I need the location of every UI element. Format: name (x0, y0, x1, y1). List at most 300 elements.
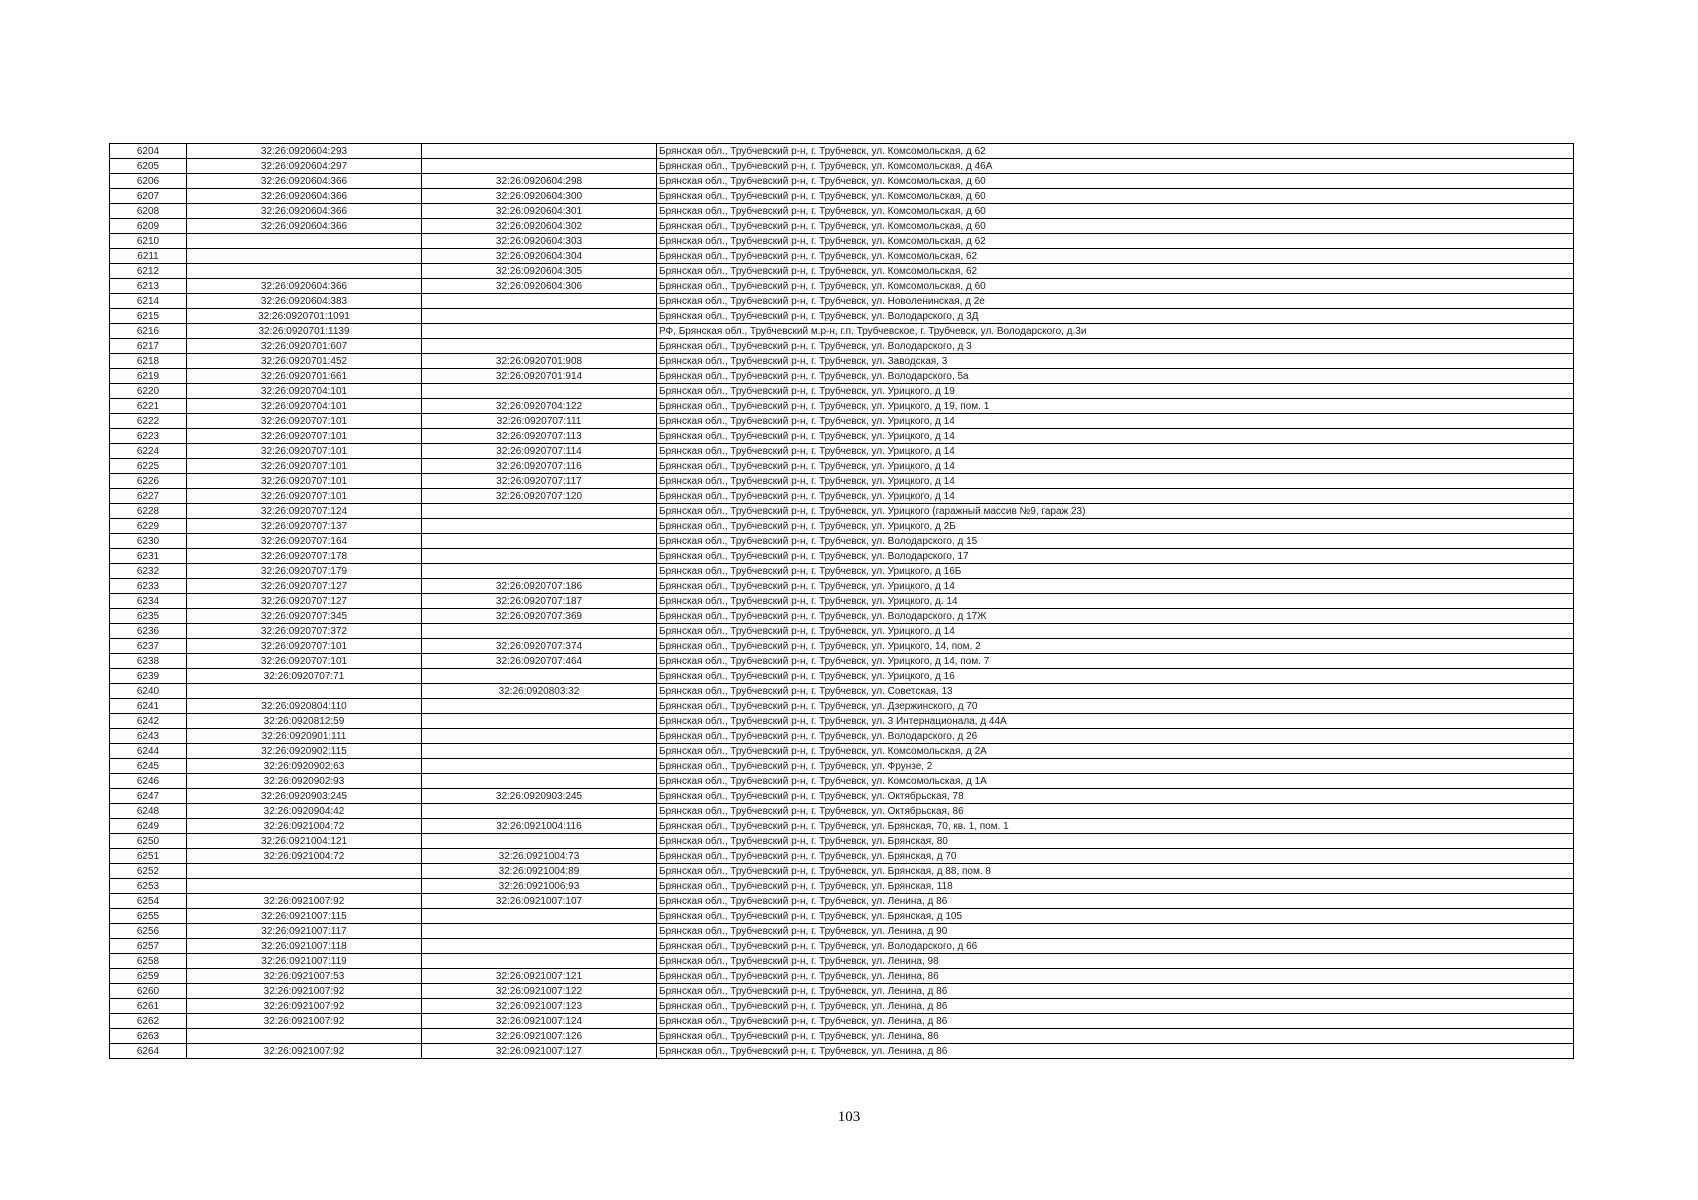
related-cadastral-number-cell (422, 774, 657, 789)
cadastral-number-cell: 32:26:0920707:372 (187, 624, 422, 639)
cadastral-number-cell: 32:26:0920707:127 (187, 594, 422, 609)
cadastral-number-cell: 32:26:0921007:118 (187, 939, 422, 954)
cadastral-number-cell: 32:26:0920804:110 (187, 699, 422, 714)
cadastral-number-cell: 32:26:0921007:92 (187, 1014, 422, 1029)
cadastral-number-cell: 32:26:0920604:366 (187, 174, 422, 189)
row-number-cell: 6261 (110, 999, 187, 1014)
row-number-cell: 6227 (110, 489, 187, 504)
table-row (110, 909, 1574, 924)
row-number-cell: 6264 (110, 1044, 187, 1059)
row-number-cell: 6225 (110, 459, 187, 474)
related-cadastral-number-cell (422, 339, 657, 354)
row-number-cell: 6213 (110, 279, 187, 294)
related-cadastral-number-cell: 32:26:0920707:369 (422, 609, 657, 624)
cadastral-number-cell: 32:26:0921007:92 (187, 984, 422, 999)
cadastral-number-cell: 32:26:0920707:101 (187, 444, 422, 459)
table-row (110, 219, 1574, 234)
cadastral-number-cell: 32:26:0920707:164 (187, 534, 422, 549)
row-number-cell: 6262 (110, 1014, 187, 1029)
cadastral-number-cell (187, 234, 422, 249)
table-row (110, 699, 1574, 714)
cadastral-number-cell: 32:26:0920707:101 (187, 429, 422, 444)
row-number-cell: 6212 (110, 264, 187, 279)
cadastral-number-cell (187, 249, 422, 264)
row-number-cell: 6251 (110, 849, 187, 864)
address-cell: Брянская обл., Трубчевский р-н, г. Трубчевск, ул. Урицкого, д 16Б (657, 564, 1574, 579)
cadastral-number-cell: 32:26:0920707:345 (187, 609, 422, 624)
address-cell: Брянская обл., Трубчевский р-н, г. Трубчевск, ул. Володарского, 5а (657, 369, 1574, 384)
table-row (110, 759, 1574, 774)
table-row (110, 309, 1574, 324)
table-row (110, 459, 1574, 474)
related-cadastral-number-cell: 32:26:0920704:122 (422, 399, 657, 414)
related-cadastral-number-cell: 32:26:0921004:116 (422, 819, 657, 834)
table-row (110, 864, 1574, 879)
row-number-cell: 6248 (110, 804, 187, 819)
row-number-cell: 6253 (110, 879, 187, 894)
address-cell: Брянская обл., Трубчевский р-н, г. Трубчевск, ул. Урицкого (гаражный массив №9, гараж 23) (657, 504, 1574, 519)
table-row (110, 159, 1574, 174)
related-cadastral-number-cell: 32:26:0920604:304 (422, 249, 657, 264)
cadastral-number-cell: 32:26:0921004:72 (187, 849, 422, 864)
cadastral-number-cell: 32:26:0920707:124 (187, 504, 422, 519)
row-number-cell: 6243 (110, 729, 187, 744)
address-cell: Брянская обл., Трубчевский р-н, г. Трубчевск, ул. Комсомольская, д 2А (657, 744, 1574, 759)
row-number-cell: 6233 (110, 579, 187, 594)
address-cell: Брянская обл., Трубчевский р-н, г. Трубчевск, ул. Урицкого, д 14 (657, 489, 1574, 504)
property-registry-table (109, 143, 1574, 1059)
related-cadastral-number-cell (422, 714, 657, 729)
address-cell: Брянская обл., Трубчевский р-н, г. Трубчевск, ул. Урицкого, д 16 (657, 669, 1574, 684)
cadastral-number-cell: 32:26:0920704:101 (187, 399, 422, 414)
related-cadastral-number-cell (422, 624, 657, 639)
row-number-cell: 6260 (110, 984, 187, 999)
table-row (110, 489, 1574, 504)
address-cell: Брянская обл., Трубчевский р-н, г. Трубчевск, ул. Ленина, 86 (657, 1029, 1574, 1044)
cadastral-number-cell: 32:26:0920707:178 (187, 549, 422, 564)
address-cell: Брянская обл., Трубчевский р-н, г. Трубчевск, ул. Комсомольская, д 62 (657, 144, 1574, 159)
cadastral-number-cell: 32:26:0920604:383 (187, 294, 422, 309)
table-row (110, 399, 1574, 414)
table-row (110, 789, 1574, 804)
address-cell: Брянская обл., Трубчевский р-н, г. Трубчевск, ул. Комсомольская, д 46А (657, 159, 1574, 174)
address-cell: Брянская обл., Трубчевский р-н, г. Трубчевск, ул. Урицкого, д 2Б (657, 519, 1574, 534)
related-cadastral-number-cell: 32:26:0921007:123 (422, 999, 657, 1014)
row-number-cell: 6230 (110, 534, 187, 549)
row-number-cell: 6229 (110, 519, 187, 534)
cadastral-number-cell: 32:26:0921007:53 (187, 969, 422, 984)
address-cell: Брянская обл., Трубчевский р-н, г. Трубчевск, ул. Урицкого, д 14 (657, 429, 1574, 444)
related-cadastral-number-cell: 32:26:0921007:127 (422, 1044, 657, 1059)
related-cadastral-number-cell: 32:26:0920803:32 (422, 684, 657, 699)
table-row (110, 384, 1574, 399)
cadastral-number-cell: 32:26:0921004:121 (187, 834, 422, 849)
row-number-cell: 6219 (110, 369, 187, 384)
related-cadastral-number-cell: 32:26:0920604:301 (422, 204, 657, 219)
address-cell: Брянская обл., Трубчевский р-н, г. Трубчевск, ул. Урицкого, д 14 (657, 474, 1574, 489)
address-cell: Брянская обл., Трубчевский р-н, г. Трубчевск, ул. Советская, 13 (657, 684, 1574, 699)
table-row (110, 879, 1574, 894)
related-cadastral-number-cell: 32:26:0920604:300 (422, 189, 657, 204)
table-row (110, 774, 1574, 789)
related-cadastral-number-cell (422, 954, 657, 969)
related-cadastral-number-cell: 32:26:0920701:914 (422, 369, 657, 384)
related-cadastral-number-cell: 32:26:0921007:122 (422, 984, 657, 999)
table-row (110, 264, 1574, 279)
cadastral-number-cell: 32:26:0920704:101 (187, 384, 422, 399)
related-cadastral-number-cell: 32:26:0920604:298 (422, 174, 657, 189)
table-row (110, 954, 1574, 969)
table-row (110, 969, 1574, 984)
address-cell: Брянская обл., Трубчевский р-н, г. Трубчевск, ул. Урицкого, д. 14 (657, 594, 1574, 609)
related-cadastral-number-cell (422, 939, 657, 954)
cadastral-number-cell: 32:26:0921007:119 (187, 954, 422, 969)
cadastral-number-cell (187, 879, 422, 894)
table-row (110, 624, 1574, 639)
row-number-cell: 6241 (110, 699, 187, 714)
row-number-cell: 6246 (110, 774, 187, 789)
table-row (110, 804, 1574, 819)
cadastral-number-cell: 32:26:0921007:92 (187, 999, 422, 1014)
related-cadastral-number-cell (422, 144, 657, 159)
row-number-cell: 6228 (110, 504, 187, 519)
address-cell: Брянская обл., Трубчевский р-н, г. Трубчевск, ул. Володарского, д 17Ж (657, 609, 1574, 624)
related-cadastral-number-cell: 32:26:0920903:245 (422, 789, 657, 804)
address-cell: Брянская обл., Трубчевский р-н, г. Трубчевск, ул. Ленина, 86 (657, 969, 1574, 984)
related-cadastral-number-cell: 32:26:0921007:121 (422, 969, 657, 984)
row-number-cell: 6256 (110, 924, 187, 939)
address-cell: Брянская обл., Трубчевский р-н, г. Трубчевск, ул. Комсомольская, д 60 (657, 279, 1574, 294)
address-cell: РФ, Брянская обл., Трубчевский м.р-н, г.п. Трубчевское, г. Трубчевск, ул. Володарского, д.3и (657, 324, 1574, 339)
cadastral-number-cell: 32:26:0920604:366 (187, 204, 422, 219)
related-cadastral-number-cell (422, 504, 657, 519)
table-row (110, 579, 1574, 594)
row-number-cell: 6218 (110, 354, 187, 369)
table-row (110, 684, 1574, 699)
related-cadastral-number-cell: 32:26:0920604:305 (422, 264, 657, 279)
table-row (110, 924, 1574, 939)
table-row (110, 534, 1574, 549)
cadastral-number-cell: 32:26:0920707:101 (187, 654, 422, 669)
address-cell: Брянская обл., Трубчевский р-н, г. Трубчевск, ул. Володарского, д 15 (657, 534, 1574, 549)
table-row (110, 204, 1574, 219)
row-number-cell: 6234 (110, 594, 187, 609)
address-cell: Брянская обл., Трубчевский р-н, г. Трубчевск, ул. Урицкого, 14, пом. 2 (657, 639, 1574, 654)
row-number-cell: 6242 (110, 714, 187, 729)
cadastral-number-cell: 32:26:0920701:452 (187, 354, 422, 369)
address-cell: Брянская обл., Трубчевский р-н, г. Трубчевск, ул. Новоленинская, д 2е (657, 294, 1574, 309)
address-cell: Брянская обл., Трубчевский р-н, г. Трубчевск, ул. Володарского, д 3Д (657, 309, 1574, 324)
address-cell: Брянская обл., Трубчевский р-н, г. Трубчевск, ул. Володарского, д 3 (657, 339, 1574, 354)
cadastral-number-cell: 32:26:0920707:101 (187, 474, 422, 489)
related-cadastral-number-cell: 32:26:0920604:303 (422, 234, 657, 249)
table-row (110, 474, 1574, 489)
table-row (110, 594, 1574, 609)
table-row (110, 999, 1574, 1014)
cadastral-number-cell: 32:26:0920904:42 (187, 804, 422, 819)
address-cell: Брянская обл., Трубчевский р-н, г. Трубчевск, ул. Урицкого, д 14 (657, 624, 1574, 639)
row-number-cell: 6211 (110, 249, 187, 264)
row-number-cell: 6257 (110, 939, 187, 954)
table-row (110, 174, 1574, 189)
address-cell: Брянская обл., Трубчевский р-н, г. Трубчевск, ул. Володарского, д 26 (657, 729, 1574, 744)
cadastral-number-cell: 32:26:0920903:245 (187, 789, 422, 804)
related-cadastral-number-cell (422, 924, 657, 939)
row-number-cell: 6206 (110, 174, 187, 189)
table-row (110, 564, 1574, 579)
cadastral-number-cell: 32:26:0920707:179 (187, 564, 422, 579)
related-cadastral-number-cell (422, 519, 657, 534)
table-row (110, 324, 1574, 339)
related-cadastral-number-cell: 32:26:0921004:89 (422, 864, 657, 879)
table-row (110, 189, 1574, 204)
address-cell: Брянская обл., Трубчевский р-н, г. Трубчевск, ул. Ленина, д 86 (657, 1014, 1574, 1029)
related-cadastral-number-cell (422, 729, 657, 744)
row-number-cell: 6204 (110, 144, 187, 159)
cadastral-number-cell: 32:26:0920902:115 (187, 744, 422, 759)
cadastral-number-cell: 32:26:0920604:366 (187, 189, 422, 204)
row-number-cell: 6223 (110, 429, 187, 444)
cadastral-number-cell: 32:26:0921007:117 (187, 924, 422, 939)
related-cadastral-number-cell (422, 534, 657, 549)
table-row (110, 654, 1574, 669)
row-number-cell: 6247 (110, 789, 187, 804)
table-row (110, 609, 1574, 624)
related-cadastral-number-cell: 32:26:0921006:93 (422, 879, 657, 894)
table-row (110, 429, 1574, 444)
related-cadastral-number-cell: 32:26:0921007:107 (422, 894, 657, 909)
address-cell: Брянская обл., Трубчевский р-н, г. Трубчевск, ул. Володарского, 17 (657, 549, 1574, 564)
related-cadastral-number-cell (422, 549, 657, 564)
related-cadastral-number-cell: 32:26:0920707:116 (422, 459, 657, 474)
table-row (110, 369, 1574, 384)
cadastral-number-cell: 32:26:0920902:93 (187, 774, 422, 789)
address-cell: Брянская обл., Трубчевский р-н, г. Трубчевск, ул. Володарского, д 66 (657, 939, 1574, 954)
table-row (110, 354, 1574, 369)
row-number-cell: 6240 (110, 684, 187, 699)
table-row (110, 894, 1574, 909)
related-cadastral-number-cell (422, 909, 657, 924)
related-cadastral-number-cell (422, 669, 657, 684)
address-cell: Брянская обл., Трубчевский р-н, г. Трубчевск, ул. Урицкого, д 14 (657, 444, 1574, 459)
related-cadastral-number-cell (422, 324, 657, 339)
table-row (110, 549, 1574, 564)
table-row (110, 519, 1574, 534)
row-number-cell: 6258 (110, 954, 187, 969)
row-number-cell: 6238 (110, 654, 187, 669)
row-number-cell: 6209 (110, 219, 187, 234)
cadastral-number-cell: 32:26:0920707:71 (187, 669, 422, 684)
cadastral-number-cell (187, 264, 422, 279)
address-cell: Брянская обл., Трубчевский р-н, г. Трубчевск, ул. Комсомольская, д 1А (657, 774, 1574, 789)
row-number-cell: 6205 (110, 159, 187, 174)
cadastral-number-cell: 32:26:0920901:111 (187, 729, 422, 744)
row-number-cell: 6232 (110, 564, 187, 579)
address-cell: Брянская обл., Трубчевский р-н, г. Трубчевск, ул. Комсомольская, д 60 (657, 189, 1574, 204)
cadastral-number-cell: 32:26:0920812:59 (187, 714, 422, 729)
address-cell: Брянская обл., Трубчевский р-н, г. Трубчевск, ул. Комсомольская, 62 (657, 264, 1574, 279)
row-number-cell: 6235 (110, 609, 187, 624)
cadastral-number-cell: 32:26:0920707:101 (187, 489, 422, 504)
address-cell: Брянская обл., Трубчевский р-н, г. Трубчевск, ул. Ленина, д 86 (657, 984, 1574, 999)
table-row (110, 669, 1574, 684)
address-cell: Брянская обл., Трубчевский р-н, г. Трубчевск, ул. Ленина, д 90 (657, 924, 1574, 939)
table-row (110, 834, 1574, 849)
cadastral-number-cell: 32:26:0920707:101 (187, 459, 422, 474)
address-cell: Брянская обл., Трубчевский р-н, г. Трубчевск, ул. Урицкого, д 14 (657, 579, 1574, 594)
address-cell: Брянская обл., Трубчевский р-н, г. Трубчевск, ул. Комсомольская, 62 (657, 249, 1574, 264)
cadastral-number-cell: 32:26:0920701:1091 (187, 309, 422, 324)
related-cadastral-number-cell (422, 759, 657, 774)
cadastral-number-cell: 32:26:0920701:661 (187, 369, 422, 384)
cadastral-number-cell: 32:26:0920604:366 (187, 279, 422, 294)
cadastral-number-cell: 32:26:0920707:101 (187, 414, 422, 429)
related-cadastral-number-cell: 32:26:0921007:124 (422, 1014, 657, 1029)
address-cell: Брянская обл., Трубчевский р-н, г. Трубчевск, ул. Ленина, д 86 (657, 894, 1574, 909)
cadastral-number-cell: 32:26:0920604:293 (187, 144, 422, 159)
cadastral-number-cell: 32:26:0920902:63 (187, 759, 422, 774)
address-cell: Брянская обл., Трубчевский р-н, г. Трубчевск, ул. Брянская, 70, кв. 1, пом. 1 (657, 819, 1574, 834)
address-cell: Брянская обл., Трубчевский р-н, г. Трубчевск, ул. Комсомольская, д 60 (657, 204, 1574, 219)
address-cell: Брянская обл., Трубчевский р-н, г. Трубчевск, ул. Октябрьская, 86 (657, 804, 1574, 819)
related-cadastral-number-cell (422, 744, 657, 759)
address-cell: Брянская обл., Трубчевский р-н, г. Трубчевск, ул. Урицкого, д 14 (657, 459, 1574, 474)
address-cell: Брянская обл., Трубчевский р-н, г. Трубчевск, ул. 3 Интернационала, д 44А (657, 714, 1574, 729)
table-row (110, 294, 1574, 309)
cadastral-number-cell (187, 684, 422, 699)
address-cell: Брянская обл., Трубчевский р-н, г. Трубчевск, ул. Ленина, 98 (657, 954, 1574, 969)
cadastral-number-cell: 32:26:0920707:137 (187, 519, 422, 534)
related-cadastral-number-cell: 32:26:0920707:111 (422, 414, 657, 429)
table-row (110, 639, 1574, 654)
row-number-cell: 6207 (110, 189, 187, 204)
cadastral-number-cell: 32:26:0921007:92 (187, 894, 422, 909)
related-cadastral-number-cell (422, 804, 657, 819)
table-row (110, 279, 1574, 294)
address-cell: Брянская обл., Трубчевский р-н, г. Трубчевск, ул. Ленина, д 86 (657, 1044, 1574, 1059)
cadastral-number-cell: 32:26:0921007:92 (187, 1044, 422, 1059)
related-cadastral-number-cell: 32:26:0921004:73 (422, 849, 657, 864)
related-cadastral-number-cell: 32:26:0920604:306 (422, 279, 657, 294)
registry-table-body (110, 144, 1574, 1059)
related-cadastral-number-cell: 32:26:0920707:186 (422, 579, 657, 594)
address-cell: Брянская обл., Трубчевский р-н, г. Трубчевск, ул. Урицкого, д 14 (657, 414, 1574, 429)
cadastral-number-cell: 32:26:0920604:297 (187, 159, 422, 174)
row-number-cell: 6215 (110, 309, 187, 324)
table-row (110, 1029, 1574, 1044)
table-row (110, 1014, 1574, 1029)
row-number-cell: 6254 (110, 894, 187, 909)
row-number-cell: 6250 (110, 834, 187, 849)
cadastral-number-cell: 32:26:0920707:101 (187, 639, 422, 654)
table-row (110, 744, 1574, 759)
row-number-cell: 6210 (110, 234, 187, 249)
related-cadastral-number-cell: 32:26:0920701:908 (422, 354, 657, 369)
cadastral-number-cell (187, 1029, 422, 1044)
table-row (110, 849, 1574, 864)
address-cell: Брянская обл., Трубчевский р-н, г. Трубчевск, ул. Ленина, д 86 (657, 999, 1574, 1014)
address-cell: Брянская обл., Трубчевский р-н, г. Трубчевск, ул. Урицкого, д 19, пом. 1 (657, 399, 1574, 414)
address-cell: Брянская обл., Трубчевский р-н, г. Трубчевск, ул. Октябрьская, 78 (657, 789, 1574, 804)
table-row (110, 234, 1574, 249)
table-row (110, 729, 1574, 744)
address-cell: Брянская обл., Трубчевский р-н, г. Трубчевск, ул. Брянская, д 88, пом. 8 (657, 864, 1574, 879)
related-cadastral-number-cell: 32:26:0920707:374 (422, 639, 657, 654)
related-cadastral-number-cell (422, 384, 657, 399)
cadastral-number-cell: 32:26:0920701:1139 (187, 324, 422, 339)
related-cadastral-number-cell: 32:26:0920604:302 (422, 219, 657, 234)
row-number-cell: 6217 (110, 339, 187, 354)
cadastral-number-cell: 32:26:0921007:115 (187, 909, 422, 924)
address-cell: Брянская обл., Трубчевский р-н, г. Трубчевск, ул. Комсомольская, д 60 (657, 174, 1574, 189)
row-number-cell: 6216 (110, 324, 187, 339)
address-cell: Брянская обл., Трубчевский р-н, г. Трубчевск, ул. Брянская, 118 (657, 879, 1574, 894)
row-number-cell: 6259 (110, 969, 187, 984)
row-number-cell: 6263 (110, 1029, 187, 1044)
row-number-cell: 6220 (110, 384, 187, 399)
table-row (110, 414, 1574, 429)
row-number-cell: 6255 (110, 909, 187, 924)
row-number-cell: 6239 (110, 669, 187, 684)
address-cell: Брянская обл., Трубчевский р-н, г. Трубчевск, ул. Дзержинского, д 70 (657, 699, 1574, 714)
row-number-cell: 6252 (110, 864, 187, 879)
related-cadastral-number-cell: 32:26:0921007:126 (422, 1029, 657, 1044)
related-cadastral-number-cell: 32:26:0920707:187 (422, 594, 657, 609)
row-number-cell: 6231 (110, 549, 187, 564)
row-number-cell: 6249 (110, 819, 187, 834)
row-number-cell: 6221 (110, 399, 187, 414)
related-cadastral-number-cell: 32:26:0920707:117 (422, 474, 657, 489)
row-number-cell: 6222 (110, 414, 187, 429)
cadastral-number-cell (187, 864, 422, 879)
row-number-cell: 6244 (110, 744, 187, 759)
address-cell: Брянская обл., Трубчевский р-н, г. Трубчевск, ул. Фрунзе, 2 (657, 759, 1574, 774)
related-cadastral-number-cell: 32:26:0920707:120 (422, 489, 657, 504)
cadastral-number-cell: 32:26:0920707:127 (187, 579, 422, 594)
table-row (110, 939, 1574, 954)
cadastral-number-cell: 32:26:0920701:607 (187, 339, 422, 354)
cadastral-number-cell: 32:26:0921004:72 (187, 819, 422, 834)
table-row (110, 444, 1574, 459)
address-cell: Брянская обл., Трубчевский р-н, г. Трубчевск, ул. Урицкого, д 14, пом. 7 (657, 654, 1574, 669)
table-row (110, 984, 1574, 999)
address-cell: Брянская обл., Трубчевский р-н, г. Трубчевск, ул. Заводская, 3 (657, 354, 1574, 369)
page-number: 103 (837, 1109, 861, 1125)
related-cadastral-number-cell (422, 159, 657, 174)
row-number-cell: 6226 (110, 474, 187, 489)
related-cadastral-number-cell (422, 564, 657, 579)
related-cadastral-number-cell: 32:26:0920707:114 (422, 444, 657, 459)
table-row (110, 714, 1574, 729)
related-cadastral-number-cell (422, 309, 657, 324)
table-row (110, 819, 1574, 834)
related-cadastral-number-cell: 32:26:0920707:464 (422, 654, 657, 669)
address-cell: Брянская обл., Трубчевский р-н, г. Трубчевск, ул. Урицкого, д 19 (657, 384, 1574, 399)
related-cadastral-number-cell: 32:26:0920707:113 (422, 429, 657, 444)
row-number-cell: 6245 (110, 759, 187, 774)
related-cadastral-number-cell (422, 699, 657, 714)
table-row (110, 1044, 1574, 1059)
address-cell: Брянская обл., Трубчевский р-н, г. Трубчевск, ул. Брянская, 80 (657, 834, 1574, 849)
address-cell: Брянская обл., Трубчевский р-н, г. Трубчевск, ул. Комсомольская, д 62 (657, 234, 1574, 249)
address-cell: Брянская обл., Трубчевский р-н, г. Трубчевск, ул. Комсомольская, д 60 (657, 219, 1574, 234)
table-row (110, 339, 1574, 354)
table-row (110, 504, 1574, 519)
cadastral-number-cell: 32:26:0920604:366 (187, 219, 422, 234)
row-number-cell: 6208 (110, 204, 187, 219)
address-cell: Брянская обл., Трубчевский р-н, г. Трубчевск, ул. Брянская, д 70 (657, 849, 1574, 864)
address-cell: Брянская обл., Трубчевский р-н, г. Трубчевск, ул. Брянская, д 105 (657, 909, 1574, 924)
